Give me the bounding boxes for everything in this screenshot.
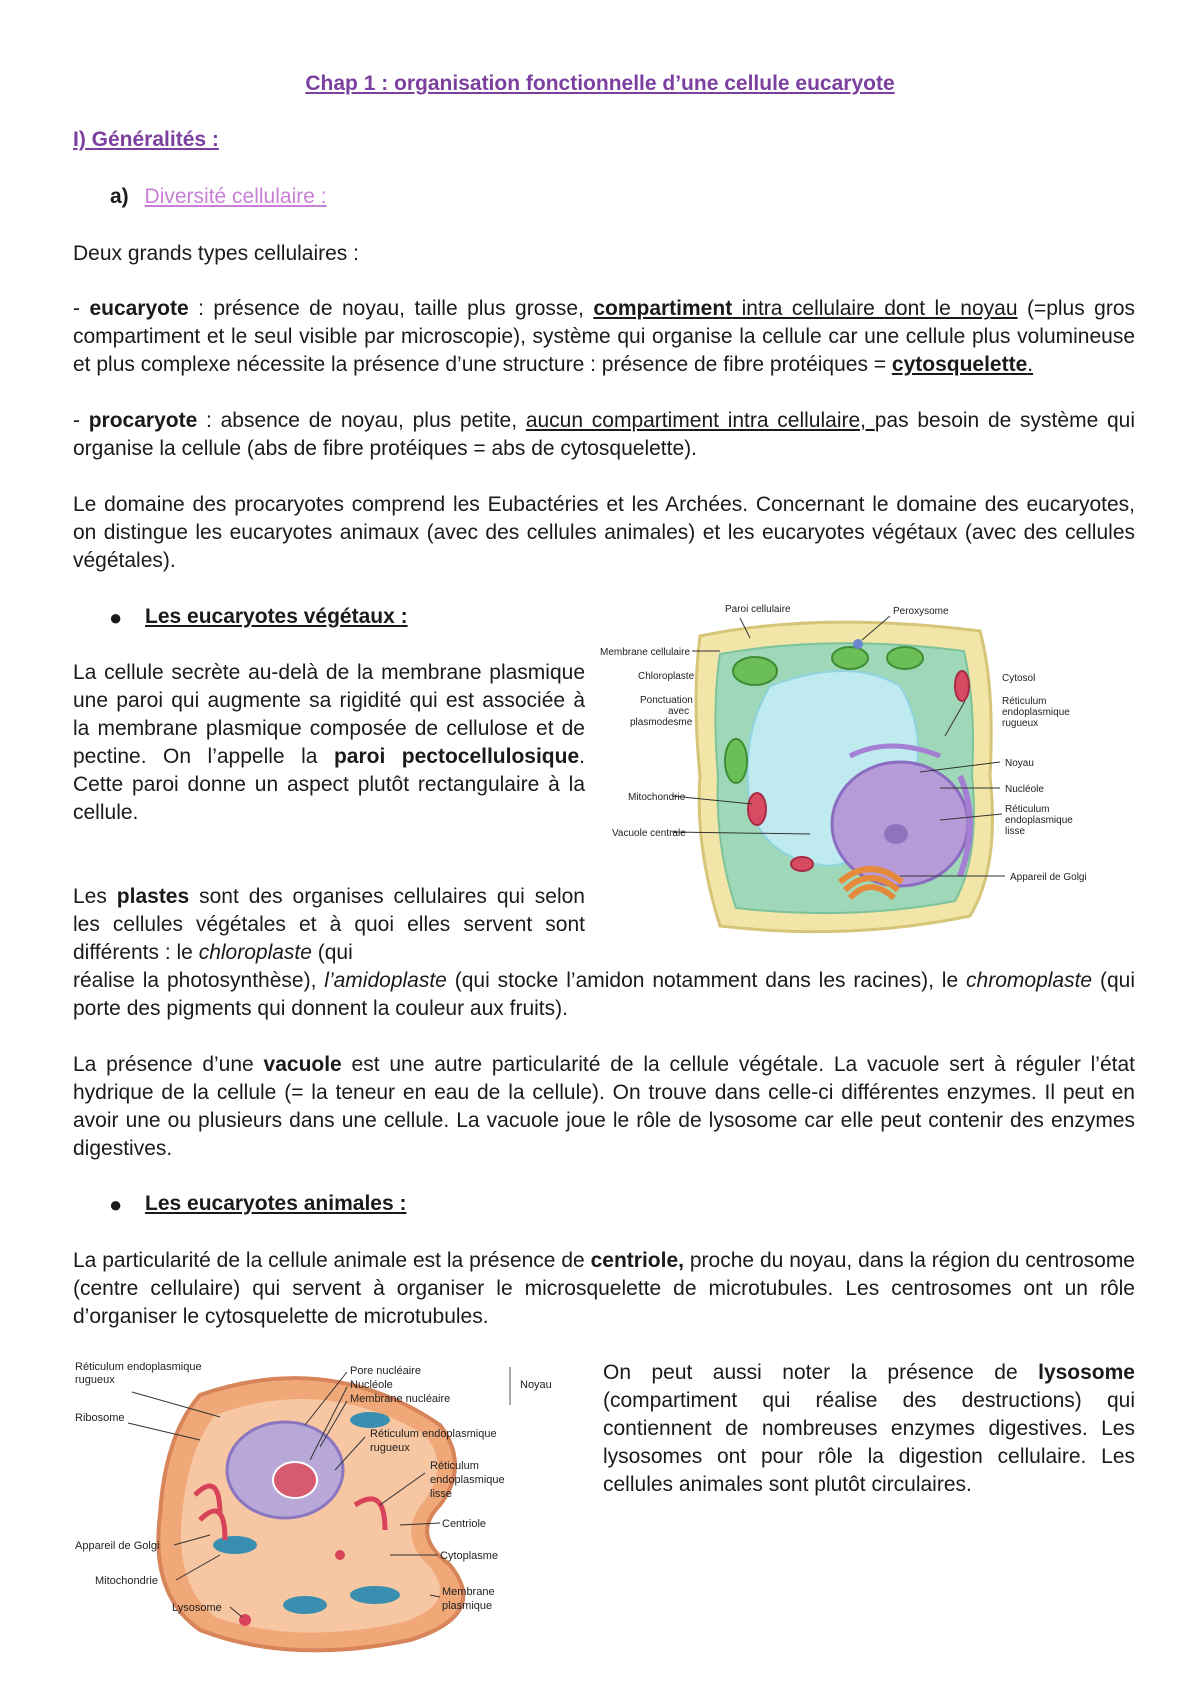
bullet-heading-vegetal <box>109 605 408 630</box>
label-rel: lisse <box>1005 826 1026 837</box>
label-peroxysome: Peroxysome <box>893 606 949 617</box>
text-run: : présence de noyau, taille plus grosse, <box>188 297 594 320</box>
procaryote-paragraph <box>73 407 1135 463</box>
text-run: intra cellulaire dont le noyau <box>732 297 1018 320</box>
text-run: . Cette paroi donne un aspect plutôt rectangulaire à la cellule. <box>73 745 585 824</box>
lysosome-term: lysosome <box>1038 1361 1135 1384</box>
label-rer: Réticulum endoplasmique <box>75 1361 202 1373</box>
nucleolus <box>884 824 908 844</box>
bullet-heading-animal <box>109 1192 407 1217</box>
text-run: réalise la photosynthèse), <box>73 969 325 992</box>
label-ribosome: Ribosome <box>75 1412 125 1424</box>
label-chloroplaste: Chloroplaste <box>638 671 695 682</box>
lysosome-paragraph <box>603 1359 1135 1499</box>
label-membrane-plasmique: plasmique <box>442 1600 493 1612</box>
label-lysosome: Lysosome <box>172 1602 222 1614</box>
label-rer: Réticulum <box>1002 696 1047 707</box>
label-ponctuation: Ponctuation <box>640 695 693 706</box>
chloroplast <box>832 647 868 669</box>
label-nucleole: Nucléole <box>1005 784 1044 795</box>
text-run: (qui stocke l’amidon notamment dans les racines), le <box>446 969 967 992</box>
label-cytosol: Cytosol <box>1002 673 1036 684</box>
label-vacuole: Vacuole centrale <box>612 828 686 839</box>
label-nucleole: Nucléole <box>350 1379 393 1391</box>
centriole-paragraph <box>73 1247 1135 1331</box>
text-run: (compartiment qui réalise des destructions) qui contiennent de nombreuses enzymes digestives. Les lysosomes ont pour rôle la digestion cellulaire. Les cellules animales sont plutôt circulaires. <box>603 1389 1135 1496</box>
centriole-term: centriole, <box>590 1249 684 1272</box>
heading-text: Les eucaryotes végétaux : <box>145 605 408 628</box>
eucaryote-paragraph <box>73 295 1135 379</box>
mitochondrion <box>791 857 813 871</box>
mitochondrion <box>350 1586 400 1604</box>
heading-text: Les eucaryotes animales : <box>145 1192 407 1215</box>
amidoplaste-term: l’amidoplaste <box>324 969 447 992</box>
text-run: aucun compartiment intra cellulaire, <box>525 409 875 432</box>
subsection-letter: a) <box>110 185 129 208</box>
paroi-paragraph <box>73 659 585 827</box>
eucaryote-term: eucaryote <box>89 297 189 320</box>
label-rer: Réticulum endoplasmique <box>370 1428 497 1440</box>
mitochondrion <box>748 793 766 825</box>
text-run: La particularité de la cellule animale est la présence de <box>73 1249 591 1272</box>
label-paroi: Paroi cellulaire <box>725 604 791 615</box>
bullet-icon: ● <box>109 605 123 630</box>
plastes-term: plastes <box>116 885 190 908</box>
text-run: La présence d’une <box>73 1053 264 1076</box>
label-rer: rugueux <box>1002 718 1039 729</box>
text-run: On peut aussi noter la présence de <box>603 1361 1039 1384</box>
paroi-term: paroi pectocellulosique <box>333 745 580 768</box>
label-membrane: Membrane cellulaire <box>600 647 691 658</box>
mitochondrion <box>350 1412 390 1428</box>
plant-cell-figure <box>600 596 1130 966</box>
label-noyau: Noyau <box>520 1379 552 1391</box>
label-mitochondrie: Mitochondrie <box>628 792 686 803</box>
label-centriole: Centriole <box>442 1518 487 1530</box>
chromoplaste-term: chromoplaste <box>966 969 1093 992</box>
vacuole-paragraph <box>73 1051 1135 1163</box>
text-run: Les <box>73 885 117 908</box>
peroxisome <box>853 639 863 649</box>
nucleus <box>832 762 968 886</box>
chloroplast <box>725 739 747 783</box>
label-rel: lisse <box>430 1488 453 1500</box>
label-ponctuation: avec <box>668 706 690 717</box>
label-noyau: Noyau <box>1005 758 1034 769</box>
text-run: La cellule secrète au-delà de la membrane plasmique une paroi qui augmente sa rigidité qui est associée à la membrane plasmique composée de cellulose et de pectine. On l’appelle la <box>73 661 585 768</box>
text-run: (=plus gros compartiment et le seul visible par microscopie), système qui organise la cellule car une cellule plus volumineuse et plus complexe nécessite la présence d’une structure : présence de fibre protéiques = <box>73 297 1136 376</box>
mitochondrion <box>283 1596 327 1614</box>
cytosquelette-term: cytosquelette <box>891 353 1028 376</box>
text-run: proche du noyau, dans la région du centrosome (centre cellulaire) qui servent à organiser le microsquelette de microtubules. Les centrosomes ont un rôle d’organiser le cytosquelette de microtubules. <box>73 1249 1135 1328</box>
plastes-paragraph-b <box>73 967 1135 1023</box>
lysosome <box>335 1550 345 1560</box>
text-run: : absence de noyau, plus petite, <box>197 409 526 432</box>
bullet-icon: ● <box>109 1192 123 1217</box>
label-pore: Pore nucléaire <box>350 1365 421 1377</box>
label-rer: rugueux <box>370 1442 410 1454</box>
label-membrane-nucleaire: Membrane nucléaire <box>350 1393 451 1405</box>
subsection-heading <box>110 185 327 209</box>
label-rer: rugueux <box>75 1374 115 1386</box>
text-run: (qui porte des pigments qui donnent la couleur aux fruits). <box>73 969 1136 1020</box>
text-run: est une autre particularité de la cellule végétale. La vacuole sert à réguler l’état hydrique de la cellule (= la teneur en eau de la cellule). On trouve dans celle-ci différentes enzymes. Il peut en avoir une ou plusieurs dans une cellule. La vacuole joue le rôle de lysosome car elle peut contenir des enzymes digestives. <box>73 1053 1135 1160</box>
label-rel: Réticulum <box>430 1460 479 1472</box>
compartiment-term: compartiment <box>593 297 733 320</box>
label-cytoplasme: Cytoplasme <box>440 1550 499 1562</box>
page-title: Chap 1 : organisation fonctionnelle d’une cellule eucaryote <box>305 72 895 95</box>
mitochondrion <box>955 671 969 701</box>
label-rel: endoplasmique <box>430 1474 505 1486</box>
text-run: pas besoin de système qui organise la cellule (abs de fibre protéiques = abs de cytosquelette). <box>73 409 1136 460</box>
procaryote-term: procaryote <box>88 409 198 432</box>
chloroplast <box>887 647 923 669</box>
domain-paragraph: Le domaine des procaryotes comprend les Eubactéries et les Archées. Concernant le domaine des eucaryotes, on distingue les eucaryotes animaux (avec des cellules animales) et les eucaryotes végétaux (avec des cellules végétales). <box>73 493 1135 572</box>
text-run: . <box>1027 353 1034 376</box>
vacuole-term: vacuole <box>263 1053 342 1076</box>
plastes-paragraph-a <box>73 883 585 967</box>
chloroplaste-term: chloroplaste <box>198 941 312 964</box>
animal-cell-figure <box>70 1355 590 1655</box>
mitochondrion <box>213 1536 257 1554</box>
chloroplast <box>733 657 777 685</box>
section-heading: I) Généralités : <box>73 128 219 151</box>
label-rer: endoplasmique <box>1002 707 1070 718</box>
label-ponctuation: plasmodesme <box>630 717 693 728</box>
subsection-label: Diversité cellulaire : <box>144 185 327 208</box>
nucleolus <box>273 1462 317 1498</box>
intro-text: Deux grands types cellulaires : <box>73 242 359 265</box>
label-golgi: Appareil de Golgi <box>75 1540 160 1552</box>
label-rel: endoplasmique <box>1005 815 1073 826</box>
label-mitochondrie: Mitochondrie <box>95 1575 158 1587</box>
label-membrane-plasmique: Membrane <box>442 1586 495 1598</box>
dash: - <box>73 409 89 432</box>
text-run: (qui <box>311 941 353 964</box>
label-rel: Réticulum <box>1005 804 1050 815</box>
dash: - <box>73 297 90 320</box>
label-golgi: Appareil de Golgi <box>1010 872 1087 883</box>
text-run: sont des organises cellulaires qui selon les cellules végétales et à quoi elles servent sont différents : le <box>73 885 585 964</box>
